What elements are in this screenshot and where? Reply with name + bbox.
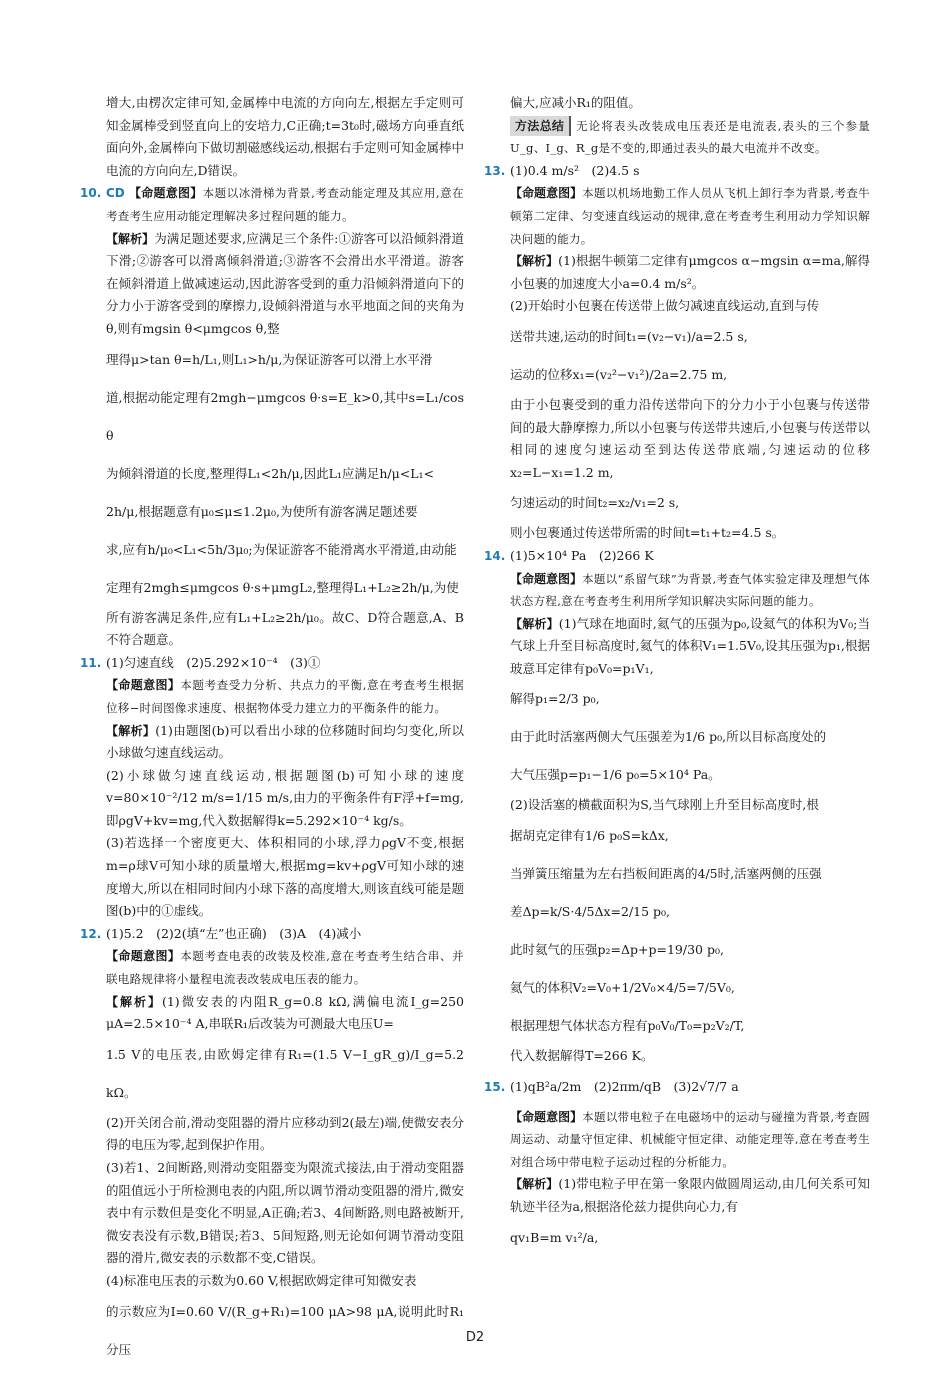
q13-line: 则小包裹通过传送带所需的时间t=t₁+t₂=4.5 s。 (510, 525, 785, 541)
q15-line: qv₁B=m v₁²/a, (510, 1229, 599, 1245)
q10-analysis-label: 【解析】 (106, 231, 155, 246)
q14-line: 氦气的体积V₂=V₀+1/2V₀×4/5=7/5V₀, (510, 980, 735, 996)
q10-line: 理得μ>tan θ=h/L₁,则L₁>h/μ,为保证游客可以滑上水平滑 (106, 351, 433, 367)
q10-line: 求,应有h/μ₀<L₁<5h/3μ₀;为保证游客不能滑离水平滑道,由动能 (106, 541, 457, 557)
q10-intent-label: 【命题意图】 (129, 186, 203, 201)
q10-line: 所有游客满足条件,应有L₁+L₂≥2h/μ₀。故C、D符合题意,A、B不符合题意。 (106, 609, 464, 648)
q14-line: 据胡克定律有1/6 p₀S=kΔx, (510, 828, 669, 844)
q10-line: 为满足题述要求,应满足三个条件:①游客可以沿倾斜滑道下滑;②游客可以滑离倾斜滑道;③游客不会滑出水平滑道。游客在倾斜滑道上做减速运动,因此游客受到的重力沿倾斜滑道向下的分力小于游客受到的摩擦力,设倾斜滑道与水平地面之间的夹角为θ,则有mgsin θ<μmgcos θ,整 (106, 230, 464, 336)
method-summary-label: 方法总结 (510, 116, 571, 136)
method-summary (510, 115, 870, 160)
q15-answer-line (484, 1068, 870, 1106)
q10-intent: 本题以冰滑梯为背景,考查动能定理及其应用,意在考查考生应用动能定理解决多过程问题的能力。 (106, 186, 464, 223)
q11-line: (2)小球做匀速直线运动,根据题图(b)可知小球的速度v=80×10⁻²/12 m/s=1/15 m/s,由力的平衡条件有F浮+f=mg,即ρgV+kv=mg,代入数据解得k=5.292×10⁻⁴ kg/s。 (106, 767, 464, 828)
q11-line: (1)由题图(b)可以看出小球的位移随时间均匀变化,所以小球做匀速直线运动。 (106, 722, 464, 761)
q13-line: 送带共速,运动的时间t₁=(v₂−v₁)/a=2.5 s, (510, 328, 748, 344)
q13-intent: 本题以机场地勤工作人员从飞机上卸行李为背景,考查牛顿第二定律、匀变速直线运动的规律,意在考查考生利用动力学知识解决问题的能力。 (510, 186, 870, 246)
q13-analysis-label: 【解析】 (510, 254, 559, 269)
q12-intent-label: 【命题意图】 (106, 949, 181, 964)
q10-line: 道,根据动能定理有2mgh−μmgcos θ·s=E_k>0,其中s=L₁/cos θ (106, 389, 464, 443)
q11-intent: 本题考查受力分析、共点力的平衡,意在考查考生根据位移−时间图像求速度、根据物体受力建立力的平衡条件的能力。 (106, 678, 464, 715)
q12-analysis-label: 【解析】 (106, 994, 162, 1009)
q12-line: 的示数应为I=0.60 V/(R_g+R₁)=100 μA>98 μA,说明此时R₁分压 (106, 1303, 464, 1357)
q15-intent: 本题以带电粒子在电磁场中的运动与碰撞为背景,考查圆周运动、动量守恒定律、机械能守恒定律、动能定理等,意在考查考生对组合场中带电粒子运动过程的分析能力。 (510, 1109, 870, 1169)
q13-line: 匀速运动的时间t₂=x₂/v₁=2 s, (510, 495, 680, 511)
q13-number: 13. (484, 163, 506, 178)
q15-answer: (1)qB²a/2m (2)2πm/qB (3)2√7/7 a (510, 1078, 739, 1094)
q15-analysis (510, 1173, 870, 1218)
q14-analysis-label: 【解析】 (510, 616, 559, 631)
q13-answer-line (484, 160, 870, 183)
q14-line: 当弹簧压缩量为左右挡板间距离的4/5时,活塞两侧的压强 (510, 866, 822, 882)
q13-intent-line (510, 182, 870, 250)
q12-answer: (1)5.2 (2)2(填“左”也正确) (3)A (4)减小 (106, 925, 362, 941)
q10-answer: CD (106, 186, 125, 201)
q14-intent-label: 【命题意图】 (510, 571, 583, 586)
q13-answer: (1)0.4 m/s² (2)4.5 s (510, 162, 640, 178)
q14-intent: 本题以“系留气球”为背景,考查气体实验定律及理想气体状态方程,意在考查考生利用所学知识解决实际问题的能力。 (510, 571, 870, 609)
q12-answer-line (80, 923, 464, 946)
q11-answer-line (80, 652, 464, 675)
q10-analysis (80, 228, 464, 341)
q11-analysis (80, 720, 464, 765)
page-number: D2 (465, 1330, 485, 1345)
q15-line: (1)带电粒子甲在第一象限内做圆周运动,由几何关系可知轨迹半径为a,根据洛伦兹力提供向心力,有 (510, 1176, 870, 1215)
q14-answer: (1)5×10⁴ Pa (2)266 K (510, 547, 654, 563)
q14-answer-line (484, 545, 870, 568)
q12-intent-line (80, 945, 464, 990)
q14-number: 14. (484, 548, 506, 563)
q13-analysis (510, 250, 870, 295)
q12-number: 12. (80, 926, 102, 941)
q15-analysis-label: 【解析】 (510, 1177, 559, 1192)
q14-intent-line (510, 568, 870, 613)
q14-analysis (510, 613, 870, 681)
q12-line: (2)开关闭合前,滑动变阻器的滑片应移动到2(最左)端,使微安表分得的电压为零,起到保护作用。 (106, 1114, 464, 1153)
method-summary-text: 无论将表头改装成电压表还是电流表,表头的三个参量U_g、I_g、R_g是不变的,即通过表头的最大电流并不改变。 (510, 118, 870, 156)
continued-paragraph: 偏大,应减小R₁的阻值。 (510, 95, 641, 110)
q14-line: 解得p₁=2/3 p₀, (510, 691, 600, 707)
q11-analysis-label: 【解析】 (106, 723, 156, 738)
continued-paragraph: 增大,由楞次定律可知,金属棒中电流的方向向左,根据左手定则可知金属棒受到竖直向上的安培力,C正确;t=3t₀时,磁场方向垂直纸面向外,金属棒向下做切割磁感线运动,根据右手定则可知金属棒中电流的方向向左,D错误。 (106, 95, 464, 178)
q14-line: 大气压强p=p₁−1/6 p₀=5×10⁴ Pa。 (510, 767, 721, 783)
q10-line: 为倾斜滑道的长度,整理得L₁<2h/μ,因此L₁应满足h/μ<L₁< (106, 465, 435, 481)
q10-line: 2h/μ,根据题意有μ₀≤μ≤1.2μ₀,为使所有游客满足题述要 (106, 503, 418, 519)
q11-answer: (1)匀速直线 (2)5.292×10⁻⁴ (3)① (106, 654, 321, 670)
q14-line: 由于此时活塞两侧大气压强差为1/6 p₀,所以目标高度处的 (510, 729, 827, 745)
q14-line: 此时氦气的压强p₂=Δp+p=19/30 p₀, (510, 942, 724, 958)
q14-line: (2)设活塞的横截面积为S,当气球刚上升至目标高度时,根 (510, 797, 819, 813)
q15-number: 15. (484, 1079, 506, 1094)
q15-intent-line (510, 1106, 870, 1174)
q12-analysis (80, 991, 464, 1036)
right-column (484, 92, 870, 1257)
left-column (80, 92, 464, 1369)
q11-line: (3)若选择一个密度更大、体积相同的小球,浮力ρgV不变,根据m=ρ球V可知小球的质量增大,根据mg=kv+ρgV可知小球的速度增大,所以在相同时间内小球下落的高度增大,则该直线可能是题图(b)中的①虚线。 (106, 835, 464, 919)
q13-intent-label: 【命题意图】 (510, 186, 583, 201)
q13-line: 运动的位移x₁=(v₂²−v₁²)/2a=2.75 m, (510, 366, 728, 382)
q11-number: 11. (80, 655, 102, 670)
q10-number: 10. (80, 186, 102, 201)
q14-line: (1)气球在地面时,氦气的压强为p₀,设氦气的体积为V₀;当气球上升至目标高度时,氦气的体积V₁=1.5V₀,设其压强为p₁,根据玻意耳定律有p₀V₀=p₁V₁, (510, 615, 870, 676)
q14-line: 代入数据解得T=266 K。 (510, 1048, 654, 1064)
q11-intent-label: 【命题意图】 (106, 678, 181, 693)
q13-line: (2)开始时小包裹在传送带上做匀减速直线运动,直到与传 (510, 298, 820, 314)
q11-intent-line (80, 674, 464, 719)
q14-line: 差Δp=k/S·4/5Δx=2/15 p₀, (510, 904, 671, 920)
q12-line: 1.5 V的电压表,由欧姆定律有R₁=(1.5 V−I_gR_g)/I_g=5.2 kΩ。 (106, 1046, 464, 1100)
q12-intent: 本题考查电表的改装及校准,意在考查考生结合串、并联电路规律将小量程电流表改装成电压表的能力。 (106, 949, 464, 987)
q14-line: 根据理想气体状态方程有p₀V₀/T₀=p₂V₂/T, (510, 1018, 745, 1034)
q10-answer-line (80, 182, 464, 227)
q10-line: 定理有2mgh≤μmgcos θ·s+μmgL₂,整理得L₁+L₂≥2h/μ,为使 (106, 579, 459, 595)
q15-intent-label: 【命题意图】 (510, 1109, 583, 1124)
q12-line: (4)标准电压表的示数为0.60 V,根据欧姆定律可知微安表 (106, 1272, 417, 1288)
q13-line: (1)根据牛顿第二定律有μmgcos α−mgsin α=ma,解得小包裹的加速度大小a=0.4 m/s²。 (510, 253, 870, 291)
q13-line: 由于小包裹受到的重力沿传送带向下的分力小于小包裹与传送带间的最大静摩擦力,所以小包裹与传送带共速后,小包裹与传送带以相同的速度匀速运动至到达传送带底端,匀速运动的位移x₂=L−x₁=1.2 m, (510, 396, 870, 480)
q12-line: (1)微安表的内阻R_g=0.8 kΩ,满偏电流I_g=250 μA=2.5×10⁻⁴ A,串联R₁后改装为可测最大电压U= (106, 993, 464, 1032)
q12-line: (3)若1、2间断路,则滑动变阻器变为限流式接法,由于滑动变阻器的阻值远小于所检测电表的内阻,所以调节滑动变阻器的滑片,微安表中有示数但是变化不明显,A正确;若3、4间断路,则电路被断开,微安表没有示数,B错误;若3、5间短路,则无论如何调节滑动变阻器的滑片,微安表的示数都不变,C错误。 (106, 1160, 464, 1266)
